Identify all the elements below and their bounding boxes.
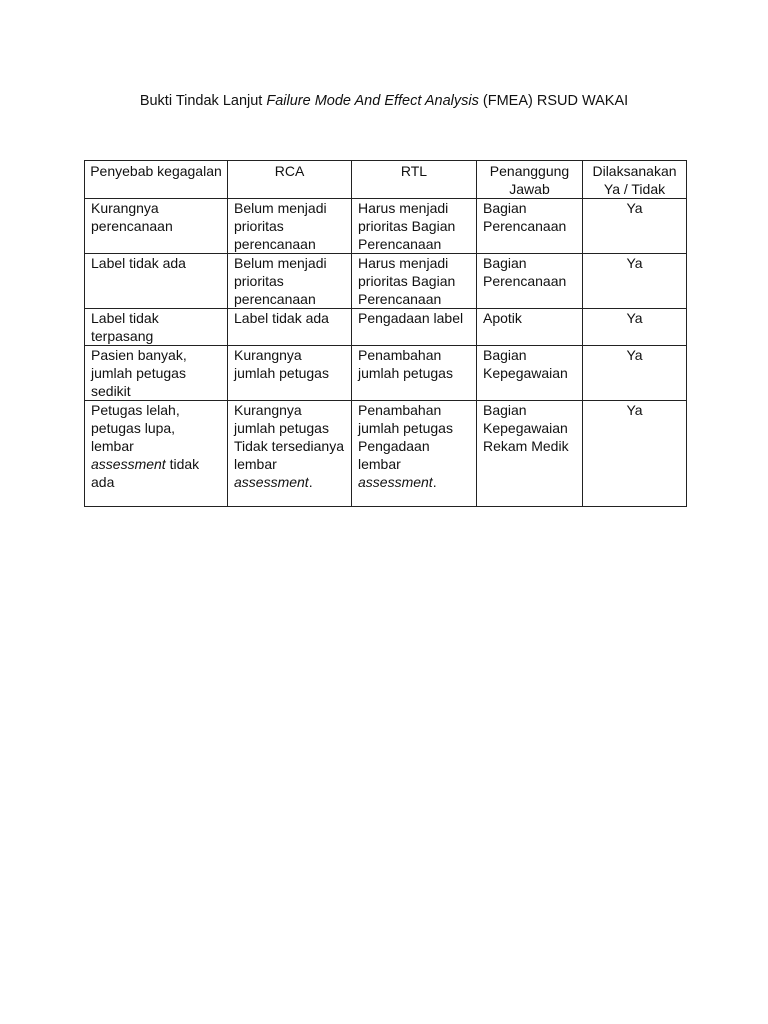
- table-row: [85, 199, 687, 254]
- cell-penyebab: Label tidak terpasang: [85, 309, 228, 346]
- cell-penanggung-jawab: Apotik: [477, 309, 583, 346]
- cell-text: tidak ada: [91, 456, 200, 490]
- fmea-table: [84, 160, 687, 507]
- table-row: [85, 346, 687, 401]
- cell-penyebab: Pasien banyak, jumlah petugas sedikit: [85, 346, 228, 401]
- cell-dilaksanakan: Ya: [583, 254, 687, 309]
- cell-text-italic: assessment: [234, 474, 309, 490]
- table-row: [85, 309, 687, 346]
- cell-rca: Belum menjadi prioritas perencanaan: [228, 199, 352, 254]
- cell-penanggung-jawab: Bagian Perencanaan: [477, 199, 583, 254]
- cell-dilaksanakan: Ya: [583, 199, 687, 254]
- title-suffix: (FMEA) RSUD WAKAI: [478, 93, 629, 109]
- cell-text: Rekam Medik: [483, 438, 569, 454]
- cell-rtl: Penambahan jumlah petugas: [352, 346, 477, 401]
- cell-penyebab: Kurangnya perencanaan: [85, 199, 228, 254]
- cell-penanggung-jawab: Bagian Perencanaan: [477, 254, 583, 309]
- page-title: [0, 91, 768, 111]
- cell-text: Bagian Kepegawaian: [483, 402, 568, 436]
- cell-text: .: [432, 474, 437, 490]
- cell-penanggung-jawab: [477, 401, 583, 507]
- title-prefix: Bukti Tindak Lanjut: [139, 93, 267, 109]
- cell-text: Kurangnya jumlah petugas: [234, 402, 329, 436]
- title-italic: Failure Mode And Effect Analysis: [266, 93, 479, 109]
- cell-rca: Label tidak ada: [228, 309, 352, 346]
- cell-text: Pengadaan lembar: [358, 438, 430, 472]
- cell-rtl: [352, 401, 477, 507]
- cell-penyebab: Label tidak ada: [85, 254, 228, 309]
- cell-rca: Belum menjadi prioritas perencanaan: [228, 254, 352, 309]
- cell-penyebab: [85, 401, 228, 507]
- cell-text-line: [234, 473, 345, 491]
- cell-text: Tidak tersedianya lembar: [234, 438, 344, 472]
- cell-rtl: Pengadaan label: [352, 309, 477, 346]
- table-row: [85, 401, 687, 507]
- cell-text: Petugas lelah, petugas lupa, lembar: [91, 402, 180, 454]
- cell-dilaksanakan: Ya: [583, 401, 687, 507]
- header-penanggung-jawab: Penanggung Jawab: [477, 161, 583, 199]
- cell-text: Penambahan jumlah petugas: [358, 402, 453, 436]
- cell-rca: [228, 401, 352, 507]
- cell-text-italic: assessment: [358, 474, 433, 490]
- header-penyebab: Penyebab kegagalan: [85, 161, 228, 199]
- cell-rtl: Harus menjadi prioritas Bagian Perencanaan: [352, 254, 477, 309]
- cell-text: .: [308, 474, 313, 490]
- table-row: [85, 254, 687, 309]
- cell-rca: Kurangnya jumlah petugas: [228, 346, 352, 401]
- cell-text-italic: assessment: [91, 456, 166, 472]
- header-rtl: RTL: [352, 161, 477, 199]
- cell-penanggung-jawab: Bagian Kepegawaian: [477, 346, 583, 401]
- table-header-row: [85, 161, 687, 199]
- cell-rtl: Harus menjadi prioritas Bagian Perencanaan: [352, 199, 477, 254]
- header-rca: RCA: [228, 161, 352, 199]
- cell-dilaksanakan: Ya: [583, 309, 687, 346]
- cell-dilaksanakan: Ya: [583, 346, 687, 401]
- cell-text-line: [358, 473, 470, 491]
- header-dilaksanakan: Dilaksanakan Ya / Tidak: [583, 161, 687, 199]
